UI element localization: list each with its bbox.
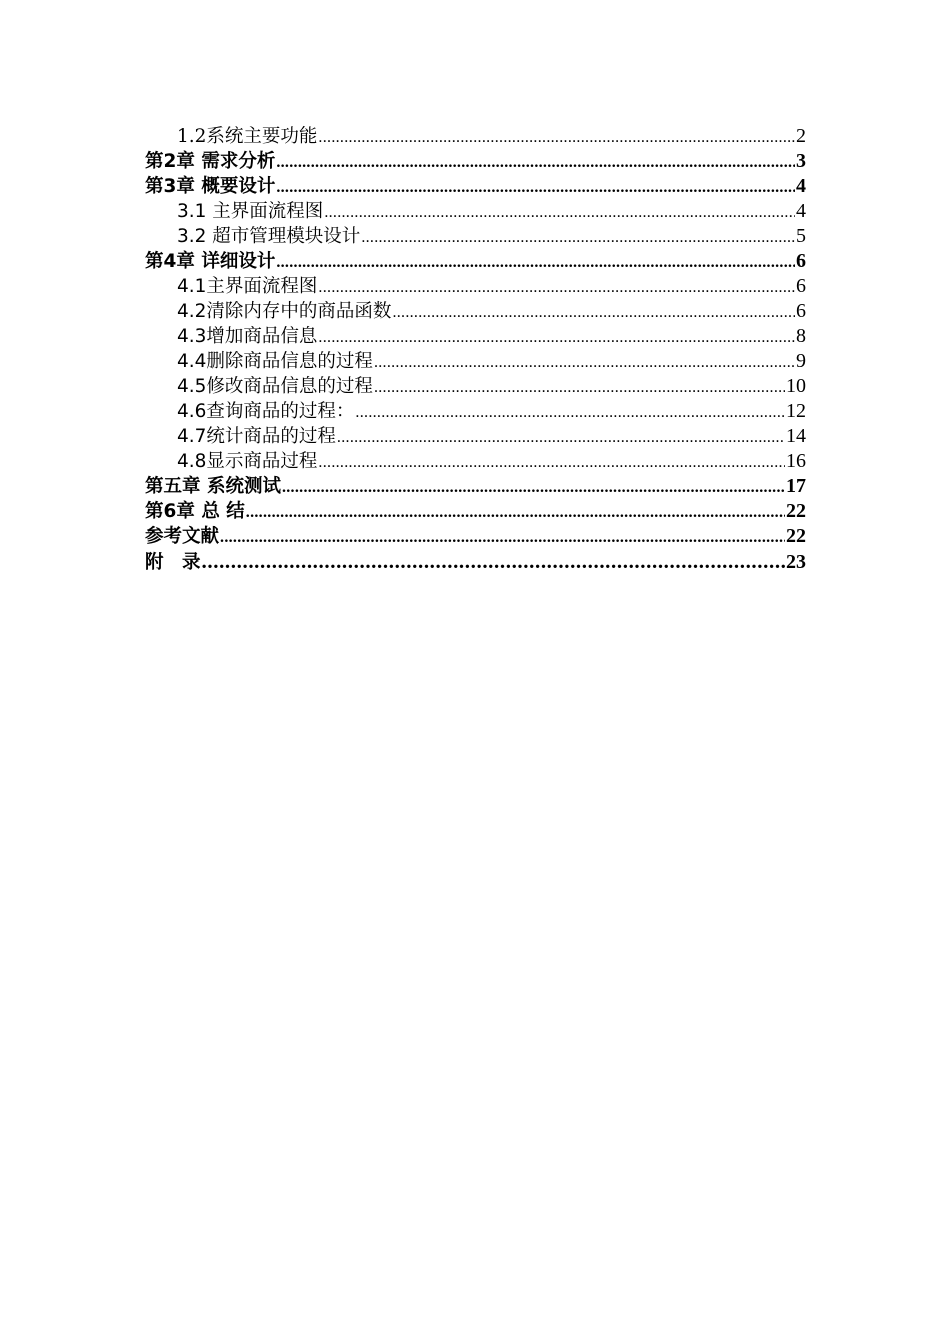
toc-entry[interactable] [145,424,806,449]
toc-entry[interactable] [145,524,806,549]
toc-leader-dots [246,500,785,525]
toc-leader-dots [276,150,795,175]
toc-entry-page: 16 [786,450,806,472]
toc-leader-dots [392,300,795,325]
toc-entry[interactable] [145,149,806,174]
toc-leader-dots [374,350,795,375]
toc-entry[interactable] [145,299,806,324]
toc-entry[interactable] [145,474,806,499]
toc-entry[interactable] [145,549,806,574]
toc-entry[interactable] [145,199,806,224]
toc-entry[interactable] [145,224,806,249]
toc-leader-dots [374,375,785,400]
toc-entry-page: 22 [786,500,806,522]
toc-leader-dots [202,549,785,574]
toc-leader-dots [318,325,795,350]
toc-leader-dots [318,275,795,300]
toc-leader-dots [220,525,785,550]
toc-entry[interactable] [145,349,806,374]
toc-entry-page: 3 [796,150,806,172]
toc-entry-title: 3.2 超市管理模块设计 [177,226,361,247]
toc-entry-title: 1.2系统主要功能 [177,126,318,147]
toc-entry-page: 9 [796,350,806,372]
toc-entry-title: 3.1 主界面流程图 [177,201,324,222]
toc-entry-page: 8 [796,325,806,347]
toc-entry-title: 4.3增加商品信息 [177,326,318,347]
toc-entry-title: 参考文献 [145,526,220,547]
toc-entry[interactable] [145,274,806,299]
toc-entry-title: 4.4删除商品信息的过程 [177,351,373,372]
toc-entry-title: 第2章 需求分析 [145,151,276,172]
toc-entry-page: 6 [796,275,806,297]
toc-entry-page: 23 [786,551,806,573]
toc-entry[interactable] [145,249,806,274]
toc-entry-title: 附 录 [145,552,201,573]
toc-entry[interactable] [145,324,806,349]
toc-entry[interactable] [145,124,806,149]
toc-entry-page: 5 [796,225,806,247]
toc-entry-page: 14 [786,425,806,447]
toc-entry-page: 6 [796,250,806,272]
toc-entry-title: 第4章 详细设计 [145,251,276,272]
toc-entry[interactable] [145,399,806,424]
table-of-contents [145,124,806,574]
toc-leader-dots [282,475,785,500]
toc-entry-title: 第五章 系统测试 [145,476,281,497]
toc-entry-page: 10 [786,375,806,397]
toc-entry-title: 第3章 概要设计 [145,176,276,197]
toc-leader-dots [337,425,785,450]
toc-entry-title: 4.1主界面流程图 [177,276,318,297]
toc-leader-dots [276,250,795,275]
toc-leader-dots [318,450,785,475]
toc-entry-page: 12 [786,400,806,422]
toc-entry-title: 4.2清除内存中的商品函数 [177,301,392,322]
toc-entry[interactable] [145,374,806,399]
toc-leader-dots [361,225,795,250]
toc-entry[interactable] [145,174,806,199]
toc-leader-dots [276,175,795,200]
toc-entry-title: 第6章 总 结 [145,501,245,522]
toc-entry[interactable] [145,449,806,474]
toc-entry-page: 4 [796,175,806,197]
toc-leader-dots [318,125,795,150]
toc-entry[interactable] [145,499,806,524]
toc-entry-page: 4 [796,200,806,222]
toc-entry-title: 4.8显示商品过程 [177,451,318,472]
toc-entry-page: 6 [796,300,806,322]
toc-entry-title: 4.6查询商品的过程： [177,401,355,422]
toc-entry-title: 4.5修改商品信息的过程 [177,376,373,397]
toc-leader-dots [355,400,785,425]
toc-entry-page: 22 [786,525,806,547]
toc-entry-title: 4.7统计商品的过程 [177,426,336,447]
toc-entry-page: 2 [796,125,806,147]
toc-leader-dots [324,200,795,225]
toc-entry-page: 17 [786,475,806,497]
